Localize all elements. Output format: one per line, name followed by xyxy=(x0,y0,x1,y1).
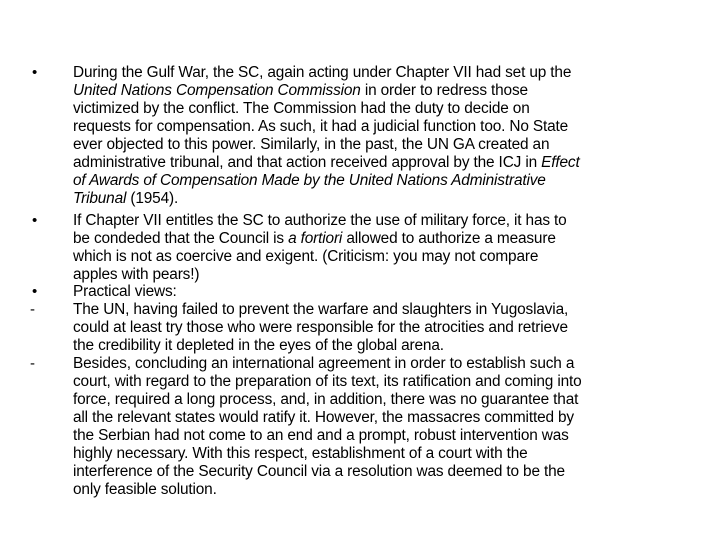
italic-text: Tribunal xyxy=(73,190,127,207)
text-line xyxy=(73,373,698,391)
text-line xyxy=(73,172,698,190)
text: force, required a long process, and, in addition, there was no guarantee that xyxy=(73,391,579,408)
text-line xyxy=(73,154,698,172)
bullet-marker: • xyxy=(32,212,38,229)
text: requests for compensation. As such, it had a judicial function too. No State xyxy=(73,118,569,135)
dash-list-item xyxy=(28,301,698,355)
text: The UN, having failed to prevent the warfare and slaughters in Yugoslavia, xyxy=(73,301,569,318)
text: could at least try those who were responsible for the atrocities and retrieve xyxy=(73,319,568,336)
text-line xyxy=(73,248,698,266)
text: the credibility it depleted in the eyes of the global arena. xyxy=(73,337,444,354)
italic-text: of Awards of Compensation Made by the United Nations Administrative xyxy=(73,172,546,189)
text-line xyxy=(73,355,698,373)
dash-marker: - xyxy=(30,355,35,372)
text-line xyxy=(73,427,698,445)
text-line xyxy=(73,230,698,248)
text: administrative tribunal, and that action received approval by the ICJ in xyxy=(73,154,542,171)
text: ever objected to this power. Similarly, in the past, the UN GA created an xyxy=(73,136,550,153)
text-line xyxy=(73,445,698,463)
text: court, with regard to the preparation of its text, its ratification and coming into xyxy=(73,373,582,390)
bullet-list-item xyxy=(28,283,698,301)
text-line xyxy=(73,301,698,319)
text: in order to redress those xyxy=(360,82,528,99)
bullet-list-item xyxy=(28,64,698,208)
text-line xyxy=(73,212,698,230)
text: apples with pears!) xyxy=(73,266,200,283)
text: (1954). xyxy=(126,190,179,207)
text-line xyxy=(73,391,698,409)
text-line xyxy=(73,64,698,82)
italic-text: United Nations Compensation Commission xyxy=(73,82,361,99)
text-line xyxy=(73,463,698,481)
text-line xyxy=(73,266,698,284)
text: the Serbian had not come to an end and a prompt, robust intervention was xyxy=(73,427,569,444)
text: highly necessary. With this respect, establishment of a court with the xyxy=(73,445,528,462)
bullet-marker: • xyxy=(32,283,38,300)
dash-list-item xyxy=(28,355,698,499)
text-line xyxy=(73,190,698,208)
italic-text: a fortiori xyxy=(288,230,343,247)
text-line xyxy=(73,82,698,100)
text-line xyxy=(73,409,698,427)
text: Besides, concluding an international agreement in order to establish such a xyxy=(73,355,575,372)
text-line xyxy=(73,100,698,118)
dash-marker: - xyxy=(30,301,35,318)
text-line xyxy=(73,481,698,499)
text: be condeded that the Council is xyxy=(73,230,289,247)
text-line xyxy=(73,136,698,154)
bullet-marker: • xyxy=(32,64,38,81)
text: only feasible solution. xyxy=(73,481,217,498)
text-line xyxy=(73,319,698,337)
text: all the relevant states would ratify it. However, the massacres committed by xyxy=(73,409,574,426)
text: allowed to authorize a measure xyxy=(342,230,556,247)
text: interference of the Security Council via a resolution was deemed to be the xyxy=(73,463,565,480)
text-line xyxy=(73,283,698,301)
text-line xyxy=(73,337,698,355)
text: which is not as coercive and exigent. (Criticism: you may not compare xyxy=(73,248,539,265)
text-line xyxy=(73,118,698,136)
italic-text: Effect xyxy=(541,154,580,171)
bullet-list-item xyxy=(28,212,698,284)
text: Practical views: xyxy=(73,283,177,300)
text: During the Gulf War, the SC, again acting under Chapter VII had set up the xyxy=(73,64,572,81)
text: If Chapter VII entitles the SC to authorize the use of military force, it has to xyxy=(73,212,567,229)
text: victimized by the conflict. The Commission had the duty to decide on xyxy=(73,100,530,117)
